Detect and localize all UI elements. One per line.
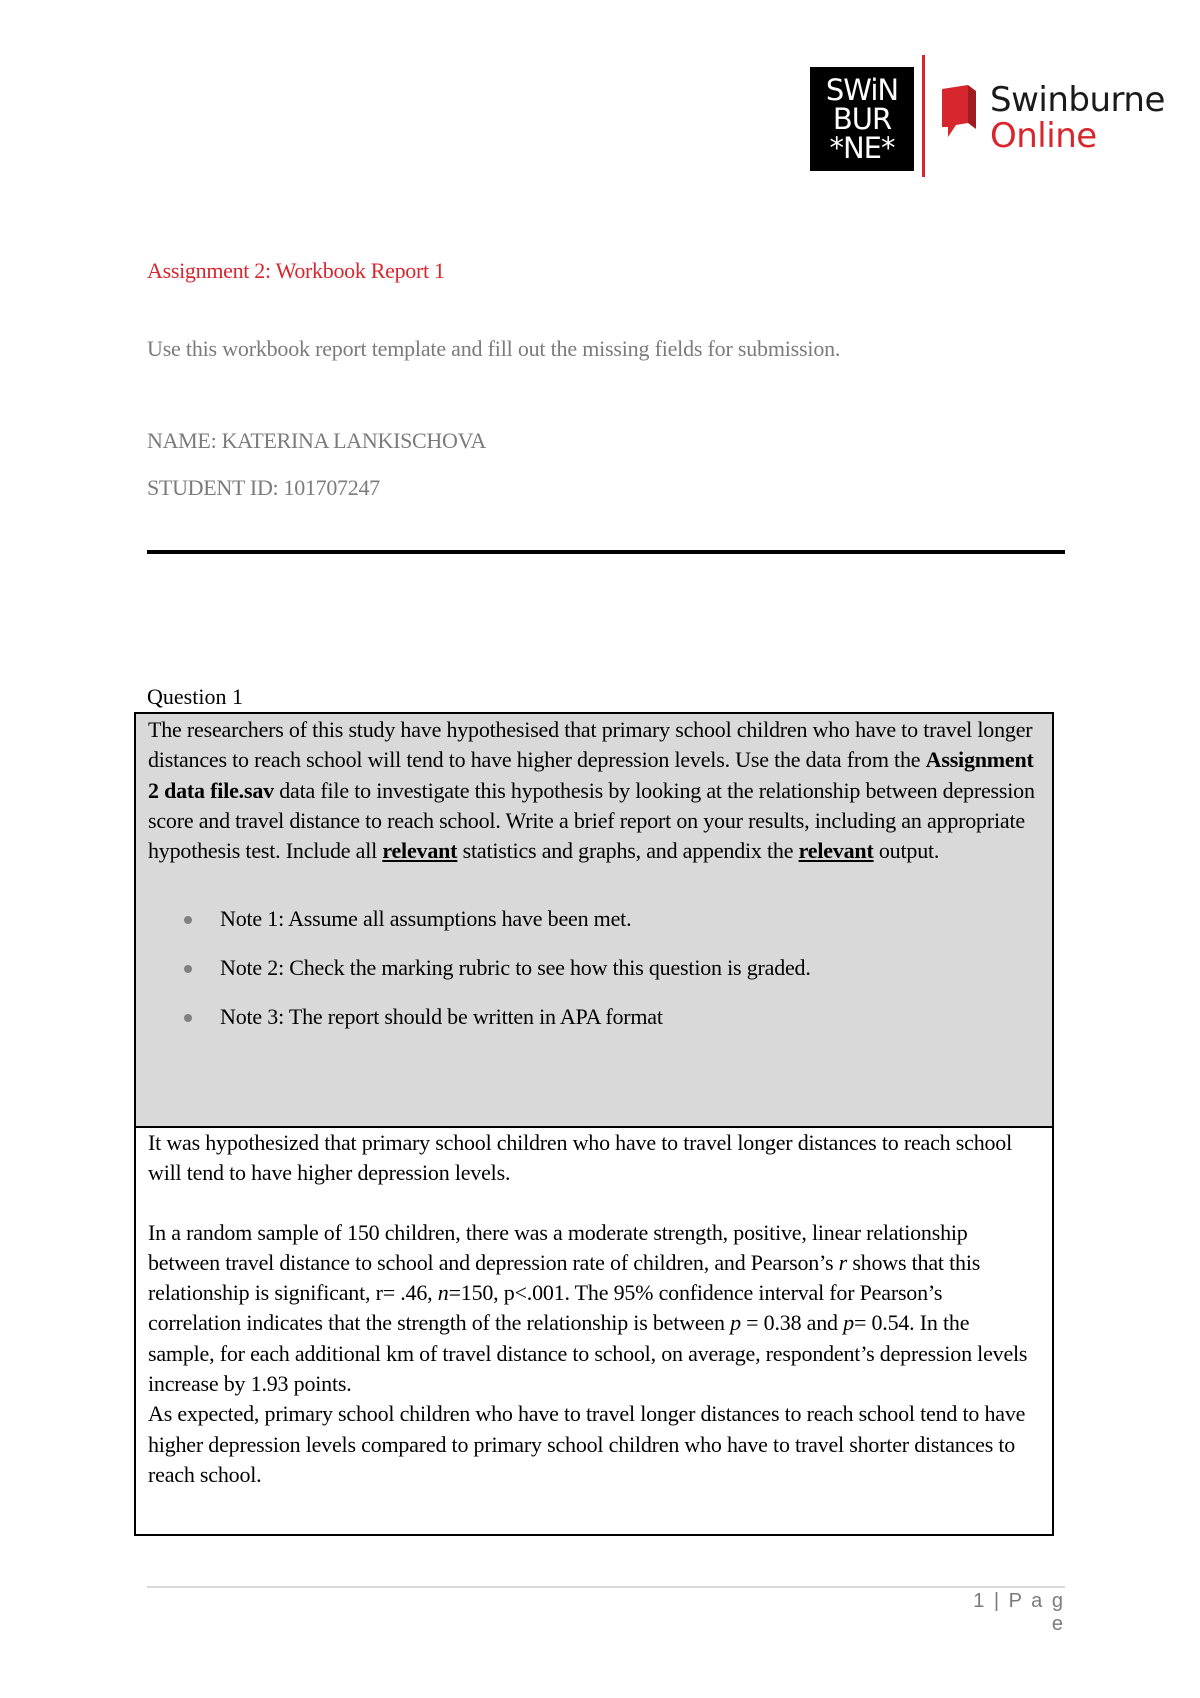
relevant-emphasis: relevant	[382, 838, 458, 864]
page-number: 1 | P a g e	[973, 1590, 1065, 1635]
question-cell	[136, 714, 1052, 1128]
swin-line-2: BUR	[832, 102, 892, 136]
data-file-name: Assignment 2 data file.sav	[148, 747, 1034, 803]
answer-paragraph-2	[148, 1218, 1040, 1400]
footer-divider	[147, 1586, 1065, 1588]
question-table	[134, 712, 1054, 1536]
brand-name: Swinburne	[990, 80, 1165, 120]
paragraph-gap	[148, 1189, 1040, 1218]
swin-line-1: SWiN	[825, 73, 899, 107]
bullet-icon	[184, 916, 192, 924]
answer-text	[148, 1128, 1040, 1490]
student-id: STUDENT ID: 101707247	[147, 475, 380, 500]
answer-text-part: =150, p<.001. The 95% confidence interval for Pearson’s correlation indicates that the strength of the relationship is between	[148, 1280, 943, 1336]
stat-symbol: p	[843, 1310, 854, 1336]
swinburne-online-logo	[810, 55, 1170, 180]
speech-bubble-book-icon	[938, 85, 980, 141]
assignment-title: Assignment 2: Workbook Report 1	[147, 258, 445, 283]
swinburne-shield-logo	[810, 67, 914, 171]
note-item	[148, 1002, 1040, 1032]
answer-paragraph-3: As expected, primary school children who have to travel longer distances to reach school tend to have higher depression levels compared to primary school children who have to travel shorter distances to reach school.	[148, 1401, 1026, 1487]
stat-symbol: n	[437, 1280, 449, 1306]
instructions-text: Use this workbook report template and fill out the missing fields for submission.	[147, 336, 841, 361]
question-text-part: data file to investigate this hypothesis by looking at the relationship between depression score and travel distance to reach school. Write a brief report on your results, including an appropriate hypothesis test. Include all	[148, 777, 1035, 864]
relevant-emphasis: relevant	[798, 838, 874, 864]
bullet-icon	[184, 965, 192, 973]
answer-text-part: = 0.54. In the sample, for each additional km of travel distance to school, on average, respondent’s depression levels increase by 1.93 points.	[148, 1310, 1028, 1397]
stat-symbol: r	[838, 1249, 848, 1275]
bullet-icon	[184, 1014, 192, 1022]
note-text: Note 3: The report should be written in APA format	[220, 1004, 663, 1030]
swin-line-3: *NE*	[829, 131, 895, 165]
question-text-part: output.	[873, 838, 940, 864]
question-text-part: The researchers of this study have hypothesised that primary school children who have to travel longer distances to reach school will tend to have higher depression levels. Use the data from the	[148, 717, 1033, 773]
logo-divider	[922, 55, 925, 177]
student-name: NAME: KATERINA LANKISCHOVA	[147, 428, 486, 453]
question-text	[148, 714, 1040, 866]
stat-symbol: p	[730, 1310, 741, 1336]
question-label: Question 1	[147, 684, 243, 709]
answer-paragraph-1: It was hypothesized that primary school children who have to travel longer distances to reach school will tend to have higher depression levels.	[148, 1130, 1013, 1186]
answer-text-part: shows that this relationship is significant, r= .46,	[148, 1249, 981, 1306]
answer-text-part: = 0.38 and	[740, 1310, 844, 1336]
header-divider	[147, 550, 1065, 554]
brand-subtitle: Online	[990, 116, 1097, 156]
note-text: Note 2: Check the marking rubric to see how this question is graded.	[220, 955, 811, 981]
note-item	[148, 953, 1040, 983]
notes-list	[148, 904, 1040, 1032]
answer-cell	[136, 1128, 1052, 1534]
question-text-part: statistics and graphs, and appendix the	[457, 838, 799, 864]
note-item	[148, 904, 1040, 934]
answer-text-part: In a random sample of 150 children, there was a moderate strength, positive, linear relationship between travel distance to school and depression rate of children, and Pearson’s	[148, 1219, 968, 1275]
note-text: Note 1: Assume all assumptions have been met.	[220, 906, 632, 932]
